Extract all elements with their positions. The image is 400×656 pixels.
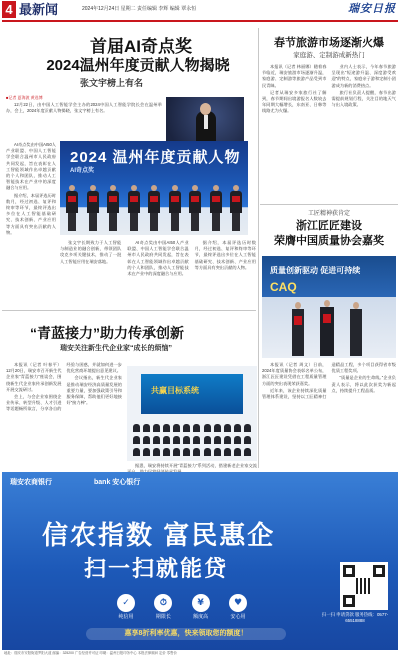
yen-icon: ¥ bbox=[192, 594, 210, 612]
story1-body-intro bbox=[6, 102, 162, 140]
story3-paragraph: 业内人士表示，今年春节旅游呈现出“短途游升温、深度游受欢迎”的特点，家庭亲子游和定制小团游成为新的消费热点。 bbox=[331, 64, 396, 88]
person-figure bbox=[128, 185, 140, 231]
story1-headline-line1[interactable]: 首届AI奇点奖 bbox=[90, 37, 192, 56]
bank-advertisement[interactable] bbox=[2, 472, 398, 650]
ad-feature-label: 额度高 bbox=[193, 614, 209, 620]
story4-body bbox=[262, 362, 396, 466]
person-figure bbox=[169, 185, 181, 231]
clock-icon: ⏱ bbox=[154, 594, 172, 612]
story4-paragraph: 本报讯（记者 周文）日前，2024年度质量协会表彰名单公布，浙江匠匠建设凭借在工程质量管理方面的突出表现荣获嘉奖。 bbox=[262, 362, 327, 386]
story2-paragraph: 本报讯（记者 叶春平）12月20日，瑞安市召开新生代企业家“青蓝接力”座谈会，围绕新生代企业家传承创新发展开展交流研讨。 bbox=[6, 362, 62, 392]
award-brand: CAQ bbox=[270, 280, 297, 294]
story3-paragraph: 本报讯（记者 林丽娜）随着春节临近，瑞安旅游市场逐渐升温，家庭游、定制游等旅游产品受到市民青睐。 bbox=[262, 64, 327, 88]
person-figure bbox=[66, 185, 78, 231]
forum-photo bbox=[127, 366, 257, 461]
page-number: 4 bbox=[2, 1, 16, 18]
story1-paragraph: AI奇点奖由中国AI50人产业联盟、中国人工智能学会联合温州市人民政府共同发起，旨在表彰在人工智能领域作出卓越贡献的个人和团队，推动人工智能技术在产业中的深度融合与应用。 bbox=[127, 240, 189, 277]
story4-headline-line1[interactable]: 浙江匠匠建设 bbox=[296, 220, 362, 232]
ad-feature-icons bbox=[112, 594, 252, 624]
forum-screen-text: 共赢目标系统 bbox=[151, 386, 199, 395]
person-figure bbox=[292, 302, 304, 356]
page-footer: 地址：瑞安市安阳街道罗阳大道 邮编：325200 广告经营许可证 印刷：温州日报印务中心 本报法律顾问 定价 零售价 bbox=[4, 651, 177, 655]
ad-feature-label: 纯信用 bbox=[118, 614, 134, 620]
ad-feature bbox=[112, 594, 140, 624]
story2-paragraph: 据悉，瑞安将持续开展“青蓝接力”系列活动，搭建新老企业家交流 bbox=[135, 463, 257, 468]
story3-headline[interactable]: 春节旅游市场逐渐火爆 bbox=[274, 37, 384, 49]
audience-row bbox=[133, 424, 251, 432]
ad-feature bbox=[224, 594, 252, 624]
award-photo bbox=[262, 256, 396, 358]
stage-title: 2024 温州年度贡献人物 bbox=[70, 149, 241, 166]
ad-feature-label: 期限长 bbox=[155, 614, 171, 620]
speaker-head bbox=[200, 103, 211, 115]
ad-headline-line2: 扫一扫就能贷 bbox=[84, 556, 229, 581]
bank-logo: 瑞安农商银行 bbox=[10, 479, 52, 486]
story2-body-tail bbox=[127, 463, 257, 469]
audience-row bbox=[133, 448, 251, 456]
story3-subhead: 家庭游、定制游成新热门 bbox=[293, 52, 365, 59]
ad-feature bbox=[149, 594, 177, 624]
story2-body-left bbox=[6, 362, 122, 466]
ad-feature-label: 安心用 bbox=[230, 614, 246, 620]
award-stage-photo bbox=[60, 141, 248, 235]
story4-paragraph: “质量是企业的生命线。”企业负责人表示，将以此次获奖为新起点，持续提升工程品质。 bbox=[331, 375, 396, 393]
ad-headline-line1: 信农指数 富民惠企 bbox=[42, 520, 276, 550]
page-header bbox=[0, 0, 400, 20]
story3-paragraph: 记者从瑞安多家旅行社了解到，春节期间出境游报名人数较去年同期大幅增长，东南亚、日韩等线路尤为火爆。 bbox=[262, 89, 327, 114]
story1-subhead: 张文宇榜上有名 bbox=[80, 78, 144, 88]
person-figure bbox=[210, 185, 222, 231]
story1-paragraph: 据介绍，本届评选历时数月，经过初选、复评和终审等环节，最终评选出多位在人工智能基础研究、技术创新、产业应用等方面具有突出贡献的人物。 bbox=[194, 240, 256, 270]
story1-headline-line2[interactable]: 2024温州年度贡献人物揭晓 bbox=[46, 57, 230, 74]
story1-byline: ■记者 夏海波 黄选博 bbox=[6, 95, 43, 100]
story3-paragraph: 旅行社负责人提醒，春节出游需提前规划行程，关注目的地天气与出入境政策。 bbox=[331, 89, 396, 108]
story1-body-bottom bbox=[60, 240, 256, 306]
story4-kicker: 工匠精神获肯定 bbox=[307, 211, 350, 217]
person-figure bbox=[87, 185, 99, 231]
paper-logo: 瑞安日报 bbox=[348, 2, 396, 15]
story4-paragraph: 近年来，该企业持续深化质量管理体系建设，坚持以工匠精神打造精品工程，多个项目获得省市级优质工程奖项。 bbox=[262, 362, 396, 400]
divider bbox=[2, 310, 256, 311]
ad-feature bbox=[187, 594, 215, 624]
story3-body bbox=[262, 64, 396, 200]
story1-paragraph: AI奇点奖由中国AI50人产业联盟、中国人工智能学会联合温州市人民政府共同发起，旨在表彰在人工智能领域作出卓越贡献的个人和团队，推动人工智能技术在产业中的深度融合与应用。 bbox=[6, 142, 56, 191]
qr-caption: 扫一扫 申请贷款 服务热线：0577-65518888 bbox=[321, 612, 389, 623]
story1-paragraph: 12月22日，由中国人工智能学会主办的2024中国人工智能学院长会在温州举办，会上，2024年度贡献人物揭晓，张文宇榜上有名。 bbox=[6, 102, 162, 114]
speaker-shirt bbox=[204, 115, 208, 129]
person-figure bbox=[189, 185, 201, 231]
story2-headline[interactable]: “青蓝接力”助力传承创新 bbox=[30, 325, 184, 341]
ad-promo-banner[interactable]: 惠享8折利率优惠，快来领取您的额度！ bbox=[86, 628, 286, 640]
person-figure bbox=[350, 302, 362, 356]
story1-paragraph: 张文宇长期致力于人工智能与制造业的融合创新，带领团队攻克多项关键技术，推动了一批人工智能应用在瑞安落地。 bbox=[60, 240, 122, 264]
story4-headline-line2[interactable]: 荣膺中国质量协会嘉奖 bbox=[274, 235, 384, 247]
award-banner: 质量创新驱动 促进可持续 bbox=[270, 266, 361, 275]
person-figure bbox=[148, 185, 160, 231]
qr-code-icon[interactable] bbox=[340, 562, 388, 610]
page-meta: 2024年12月24日 星期二 责任编辑 李辉 编辑 覃永恒 bbox=[82, 6, 197, 12]
person-figure bbox=[107, 185, 119, 231]
heart-icon: ♥ bbox=[229, 594, 247, 612]
check-icon: ✓ bbox=[117, 594, 135, 612]
divider bbox=[260, 204, 398, 205]
story2-paragraph: 会议指出，新生代企业家是推动瑞安经济高质量发展的重要力量，要加强政策引导和服务保障，帮助他们更好地接好“接力棒”。 bbox=[66, 375, 122, 406]
person-figure bbox=[230, 185, 242, 231]
column-rule bbox=[258, 28, 259, 468]
story2-paragraph: 会上，与会企业家围绕企业传承、转型升级、人才引进等话题畅所欲言，分享各自的经验与困惑，并就如何进一步优化营商环境提出意见建议。 bbox=[6, 362, 122, 412]
partner-logo: bank 安心银行 bbox=[94, 479, 141, 486]
story2-subhead: 瑞安关注新生代企业家“成长的烦恼” bbox=[60, 345, 172, 352]
story1-paragraph: 据介绍，本届评选历时数月，经过初选、复评和终审等环节，最终评选出多位在人工智能基础研究、技术创新、产业应用等方面具有突出贡献的人物。 bbox=[6, 192, 56, 235]
story1-body-col1 bbox=[6, 142, 56, 304]
stage-people bbox=[66, 185, 242, 233]
stage-subtitle: AI奇点奖 bbox=[70, 168, 95, 174]
header-rule bbox=[2, 20, 398, 22]
section-title: 最新闻 bbox=[19, 2, 59, 17]
forum-screen bbox=[141, 374, 243, 414]
person-figure bbox=[320, 300, 334, 356]
audience-row bbox=[133, 436, 251, 444]
